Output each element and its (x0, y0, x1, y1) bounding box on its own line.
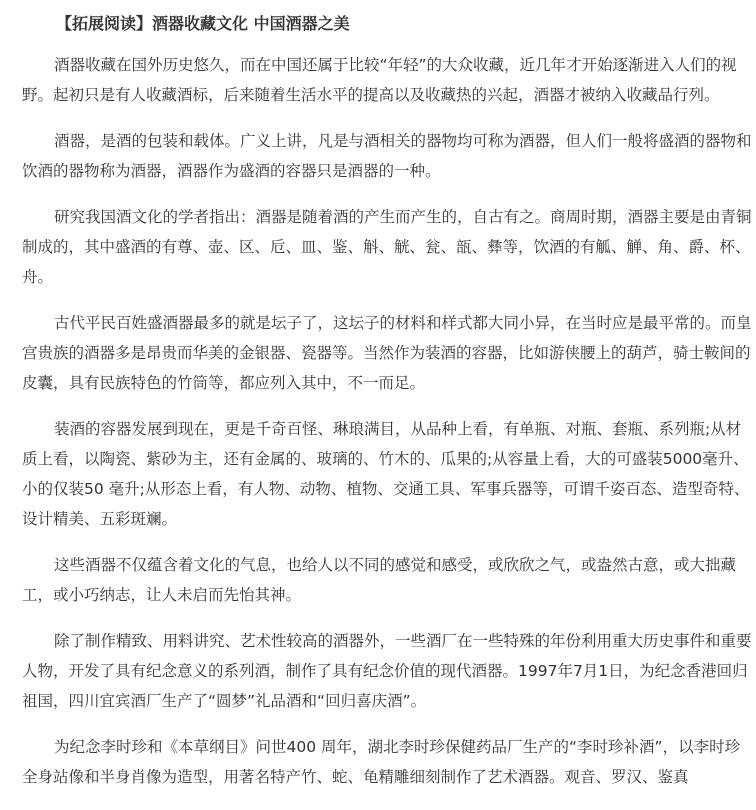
paragraph-2: 酒器，是酒的包装和载体。广义上讲，凡是与酒相关的器物均可称为酒器，但人们一般将盛酒的器物和饮酒的器物称为酒器，酒器作为盛酒的容器只是酒器的一种。 (22, 132, 752, 180)
paragraph-1: 酒器收藏在国外历史悠久，而在中国还属于比较“年轻”的大众收藏，近几年才开始逐渐进入人们的视野。起初只是有人收藏酒标，后来随着生活水平的提高以及收藏热的兴起，酒器才被纳入收藏品行列。 (22, 56, 737, 104)
paragraph-7: 除了制作精致、用料讲究、艺术性较高的酒器外，一些酒厂在一些特殊的年份利用重大历史事件和重要人物，开发了具有纪念意义的系列酒，制作了具有纪念价值的现代酒器。1997年7月1日，为纪念香港回归祖国，四川宜宾酒厂生产了“圆梦”礼品酒和“回归喜庆酒”。 (22, 632, 752, 710)
paragraph-3: 研究我国酒文化的学者指出：酒器是随着酒的产生而产生的，自古有之。商周时期，酒器主要是由青铜制成的，其中盛酒的有尊、壶、区、卮、皿、鉴、斛、觥、瓮、瓿、彝等，饮酒的有觚、觯、角、爵、杯、舟。 (22, 208, 752, 286)
article-title: 【拓展阅读】酒器收藏文化 中国酒器之美 (56, 14, 350, 33)
paragraph-5: 装酒的容器发展到现在，更是千奇百怪、琳琅满目，从品种上看，有单瓶、对瓶、套瓶、系列瓶;从材质上看，以陶瓷、紫砂为主，还有金属的、玻璃的、竹木的、瓜果的;从容量上看，大的可盛装5000毫升、小的仅装50 毫升;从形态上看，有人物、动物、植物、交通工具、军事兵器等，可谓千姿百态、造型奇特、设计精美、五彩斑斓。 (22, 420, 750, 528)
paragraph-4: 古代平民百姓盛酒器最多的就是坛子了，这坛子的材料和样式都大同小异，在当时应是最平常的。而皇宫贵族的酒器多是昂贵而华美的金银器、瓷器等。当然作为装酒的容器，比如游侠腰上的葫芦，骑士鞍间的皮囊，具有民族特色的竹筒等，都应列入其中，不一而足。 (22, 314, 752, 392)
article (22, 8, 752, 792)
paragraph-6: 这些酒器不仅蕴含着文化的气息，也给人以不同的感觉和感受，或欣欣之气，或盎然古意，或大拙藏工，或小巧纳志，让人未启而先怡其神。 (22, 556, 737, 604)
paragraph-8: 为纪念李时珍和《本草纲目》问世400 周年，湖北李时珍保健药品厂生产的“李时珍补酒”，以李时珍全身站像和半身肖像为造型，用著名特产竹、蛇、龟精雕细刻制作了艺术酒器。观音、罗汉、鉴真 (22, 738, 741, 786)
